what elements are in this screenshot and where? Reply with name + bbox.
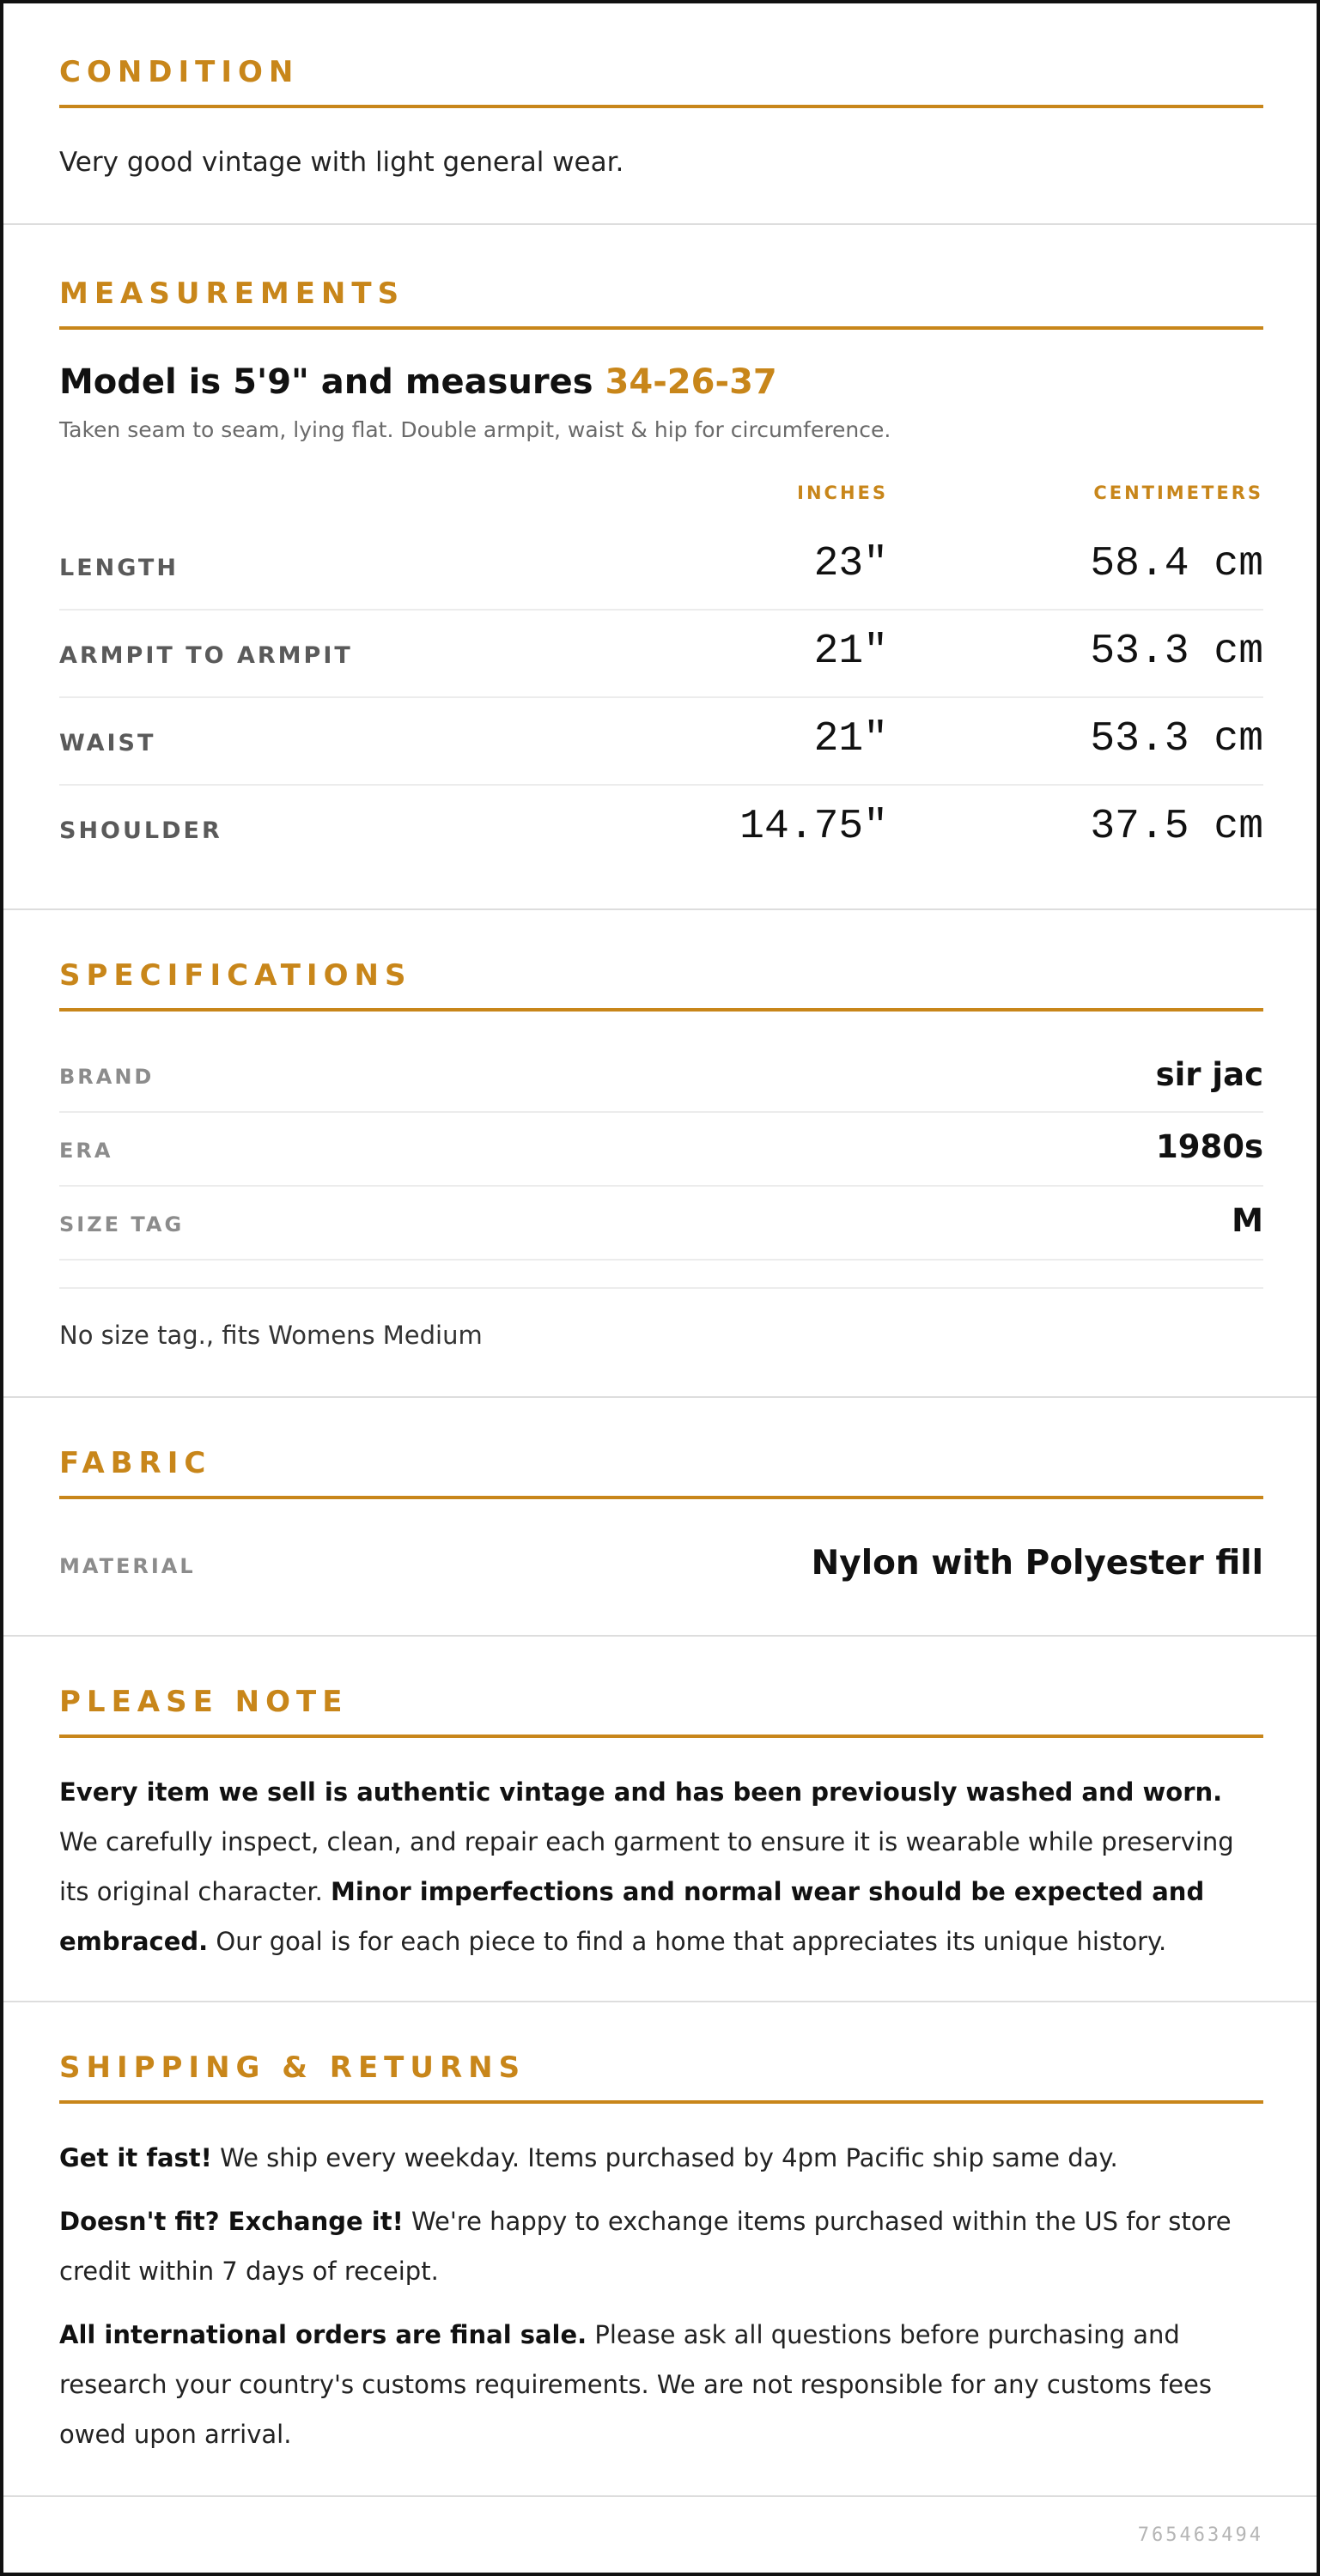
measurements-section [3, 225, 1317, 910]
section-rule [59, 1008, 1263, 1012]
footer [3, 2497, 1317, 2576]
section-rule [59, 105, 1263, 108]
please-note-section [3, 1637, 1317, 2002]
measurement-label: WAIST [59, 730, 156, 756]
shipping-emphasis: Doesn't fit? Exchange it! [59, 2207, 404, 2236]
shipping-emphasis: Get it fast! [59, 2143, 212, 2172]
measurement-inches: 23" [813, 541, 888, 587]
measurement-cm: 53.3 cm [1090, 716, 1263, 762]
measurement-cm: 58.4 cm [1090, 541, 1263, 587]
shipping-paragraph [59, 2133, 1263, 2183]
measurement-label: ARMPIT TO ARMPIT [59, 642, 353, 669]
row-divider [59, 1259, 1263, 1261]
section-title-fabric: FABRIC [59, 1446, 212, 1480]
specifications-section [3, 910, 1317, 1398]
measurement-cm: 53.3 cm [1090, 629, 1263, 675]
shipping-emphasis: All international orders are final sale. [59, 2320, 587, 2349]
measurement-inches: 21" [813, 716, 888, 762]
spec-value: 1980s [1155, 1128, 1263, 1165]
model-prefix: Model is 5'9" and measures [59, 362, 593, 402]
row-divider [59, 784, 1263, 786]
product-id: 765463494 [1137, 2524, 1263, 2546]
section-title-measurements: MEASUREMENTS [59, 276, 405, 311]
model-figures: 34-26-37 [605, 362, 777, 402]
shipping-paragraph [59, 2310, 1263, 2459]
section-title-please-note: PLEASE NOTE [59, 1685, 349, 1719]
please-note-text [59, 1767, 1263, 1966]
column-header-centimeters: CENTIMETERS [1093, 483, 1263, 503]
note-emphasis: Minor imperfections and normal wear should be expected and embraced. [59, 1877, 1205, 1956]
spec-label: ERA [59, 1139, 113, 1163]
note-emphasis: Every item we sell is authentic vintage and has been previously washed and worn. [59, 1777, 1223, 1807]
measurement-inches: 14.75" [739, 804, 888, 850]
row-divider [59, 1287, 1263, 1289]
model-line [59, 362, 1263, 402]
note-text: Our goal is for each piece to find a home that appreciates its unique history. [208, 1927, 1167, 1956]
section-rule [59, 1735, 1263, 1738]
spec-value: M [1232, 1202, 1263, 1239]
measurements-note: Taken seam to seam, lying flat. Double armpit, waist & hip for circumference. [59, 417, 891, 442]
measurement-cm: 37.5 cm [1090, 804, 1263, 850]
note-text: We carefully inspect, clean, and repair each garment to ensure it is wearable while preserving its original character. [59, 1827, 1234, 1906]
column-header-inches: INCHES [797, 483, 888, 503]
spec-label: BRAND [59, 1065, 155, 1089]
shipping-text: We're happy to exchange items purchased within the US for store credit within 7 days of receipt. [59, 2207, 1232, 2286]
row-divider [59, 1111, 1263, 1113]
shipping-text: We ship every weekday. Items purchased by 4pm Pacific ship same day. [211, 2143, 1118, 2172]
section-title-shipping: SHIPPING & RETURNS [59, 2050, 526, 2085]
measurement-label: LENGTH [59, 555, 179, 581]
section-rule [59, 1496, 1263, 1499]
row-divider [59, 696, 1263, 698]
condition-section [3, 3, 1317, 225]
shipping-text: Please ask all questions before purchasing and research your country's customs requirements. We are not responsible for any customs fees owed upon arrival. [59, 2320, 1212, 2449]
section-title-condition: CONDITION [59, 55, 300, 89]
fabric-section [3, 1398, 1317, 1637]
row-divider [59, 609, 1263, 611]
condition-text: Very good vintage with light general wear. [59, 147, 624, 178]
material-label: MATERIAL [59, 1554, 196, 1578]
material-value: Nylon with Polyester fill [811, 1544, 1263, 1583]
measurement-label: SHOULDER [59, 817, 222, 844]
shipping-paragraph [59, 2196, 1263, 2296]
section-title-specifications: SPECIFICATIONS [59, 958, 412, 993]
section-rule [59, 326, 1263, 330]
measurement-inches: 21" [813, 629, 888, 675]
row-divider [59, 1185, 1263, 1187]
spec-label: SIZE TAG [59, 1212, 185, 1236]
shipping-section [3, 2002, 1317, 2497]
spec-value: sir jac [1155, 1056, 1263, 1093]
size-note: No size tag., fits Womens Medium [59, 1321, 483, 1350]
section-rule [59, 2100, 1263, 2104]
